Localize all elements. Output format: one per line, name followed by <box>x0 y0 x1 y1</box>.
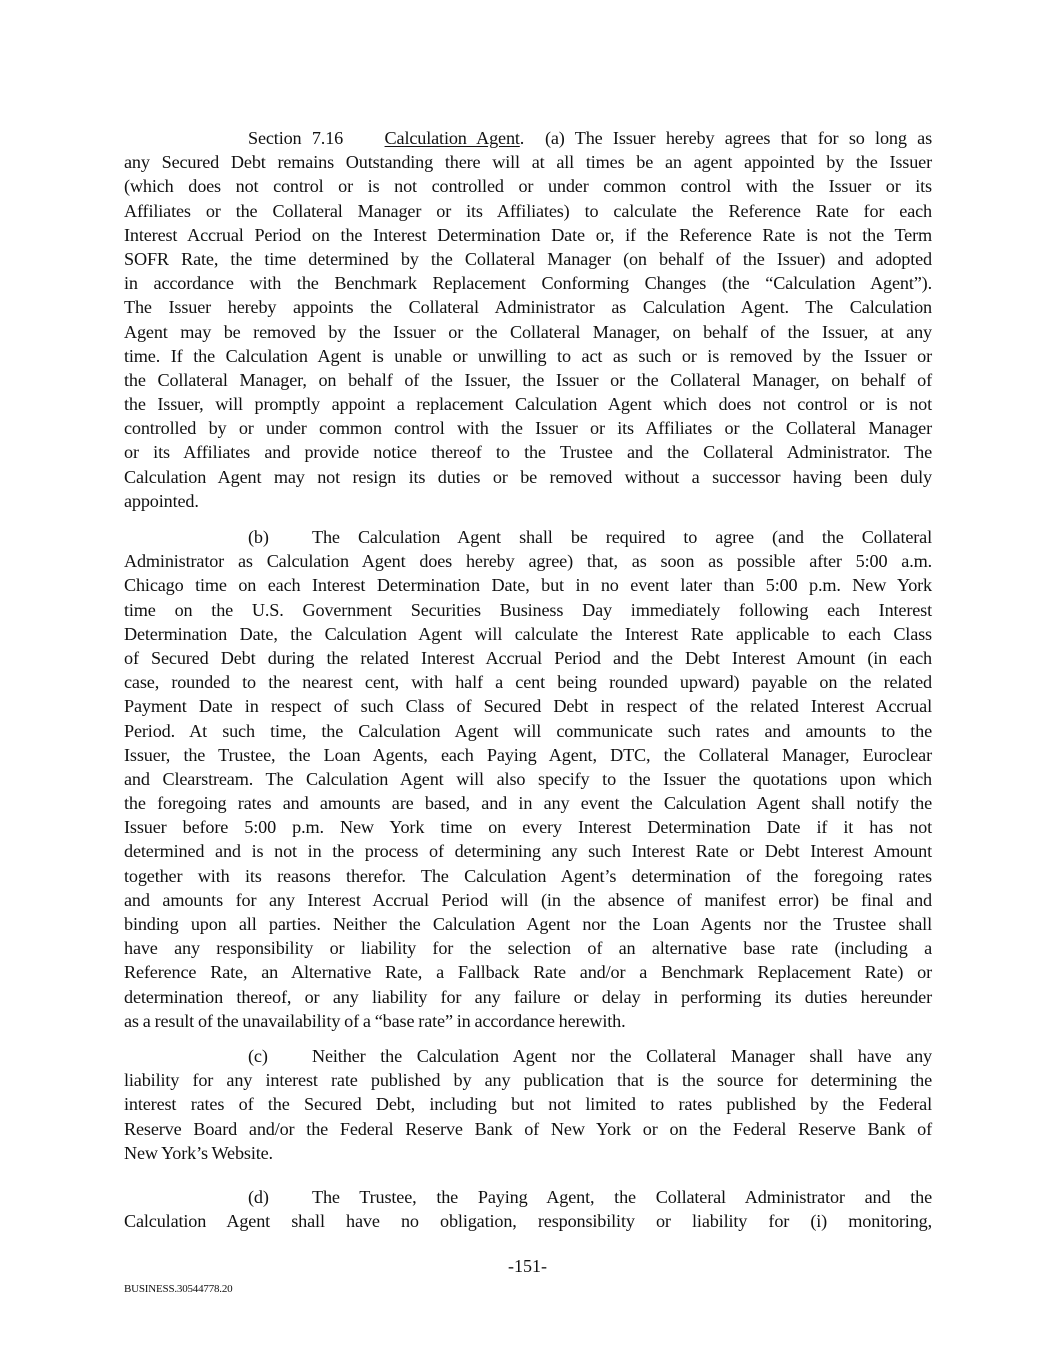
page-number: -151- <box>508 1256 547 1276</box>
paragraph-label: (a) <box>544 128 565 148</box>
paragraph-b-line: Determination Date, the Calculation Agent will calculate the Interest Rate applicable to each Class <box>124 623 932 644</box>
paragraph-a-line: The Issuer hereby appoints the Collateral Administrator as Calculation Agent. The Calculation <box>124 297 932 318</box>
paragraph-a-line: Interest Accrual Period on the Interest Determination Date or, if the Reference Rate is not the Term <box>124 224 932 245</box>
paragraph-b <box>124 525 932 1033</box>
paragraph-a-line: Agent may be removed by the Issuer or the Collateral Manager, on behalf of the Issuer, at any <box>124 321 932 342</box>
paragraph-d <box>124 1185 932 1233</box>
paragraph-c-line: liability for any interest rate published by any publication that is the source for determining the <box>124 1070 932 1091</box>
paragraph-b-line: determined and is not in the process of determining any such Interest Rate or Debt Interest Amount <box>124 841 932 862</box>
section-number: Section 7.16 <box>248 128 344 148</box>
paragraph-b-line: Administrator as Calculation Agent does hereby agree) that, as soon as possible after 5:00 a.m. <box>124 551 932 572</box>
paragraph-a-line: the Collateral Manager, on behalf of the Issuer, the Issuer or the Collateral Manager, on behalf of <box>124 369 932 390</box>
paragraph-b-line: and Clearstream. The Calculation Agent will also specify to the Issuer the quotations upon which <box>124 768 932 789</box>
paragraph-b-line: Period. At such time, the Calculation Agent will communicate such rates and amounts to the <box>124 720 932 741</box>
paragraph-a-line: any Secured Debt remains Outstanding there will at all times be an agent appointed by the Issuer <box>124 152 932 173</box>
paragraph-a-line: Affiliates or the Collateral Manager or its Affiliates) to calculate the Reference Rate for each <box>124 200 932 221</box>
section-title: Calculation Agent <box>384 128 520 148</box>
paragraph-c-line-1: (c) Neither the Calculation Agent nor the Collateral Manager shall have any <box>124 1044 932 1068</box>
paragraph-label: (c) <box>248 1046 268 1066</box>
paragraph-d-line-1: (d) The Trustee, the Paying Agent, the Collateral Administrator and the <box>124 1185 932 1209</box>
paragraph-b-line: Chicago time on each Interest Determination Date, but in no event later than 5:00 p.m. New York <box>124 575 932 596</box>
paragraph-c-line: Reserve Board and/or the Federal Reserve Bank of New York or on the Federal Reserve Bank of <box>124 1118 932 1139</box>
paragraph-b-line: Reference Rate, an Alternative Rate, a Fallback Rate and/or a Benchmark Replacement Rate) or <box>124 962 932 983</box>
paragraph-label: (b) <box>248 527 269 547</box>
paragraph-a-line: appointed. <box>124 490 199 511</box>
paragraph-b-line-1: (b) The Calculation Agent shall be required to agree (and the Collateral <box>124 525 932 549</box>
paragraph-b-line: binding upon all parties. Neither the Calculation Agent nor the Loan Agents nor the Trustee shall <box>124 914 932 934</box>
paragraph-b-line: time on the U.S. Government Securities Business Day immediately following each Interest <box>124 599 932 620</box>
paragraph-b-line: Issuer before 5:00 p.m. New York time on every Interest Determination Date if it has not <box>124 817 932 838</box>
paragraph-b-line: Issuer, the Trustee, the Loan Agents, each Paying Agent, DTC, the Collateral Manager, Euroclear <box>124 744 932 765</box>
paragraph-a-line: time. If the Calculation Agent is unable or unwilling to act as such or is removed by the Issuer or <box>124 345 932 366</box>
paragraph-b-line: of Secured Debt during the related Interest Accrual Period and the Debt Interest Amount (in each <box>124 647 932 668</box>
paragraph-a-line: (which does not control or is not controlled or under common control with the Issuer or its <box>124 176 932 197</box>
paragraph-a-line: controlled by or under common control with the Issuer or its Affiliates or the Collateral Manager <box>124 418 932 439</box>
paragraph-a-line: SOFR Rate, the time determined by the Collateral Manager (on behalf of the Issuer) and adopted <box>124 248 932 269</box>
paragraph-b-line: Payment Date in respect of such Class of Secured Debt in respect of the related Interest Accrual <box>124 696 932 717</box>
paragraph-b-line: and amounts for any Interest Accrual Period will (in the absence of manifest error) be final and <box>124 889 932 910</box>
paragraph-b-line: as a result of the unavailability of a “base rate” in accordance herewith. <box>124 1010 626 1031</box>
paragraph-d-line: Calculation Agent shall have no obligation, responsibility or liability for (i) monitoring, <box>124 1211 932 1232</box>
document-id: BUSINESS.30544778.20 <box>124 1283 233 1295</box>
paragraph-b-line: together with its reasons therefor. The Calculation Agent’s determination of the foregoing rates <box>124 865 932 886</box>
paragraph-b-line: have any responsibility or liability for the selection of an alternative base rate (including a <box>124 938 932 959</box>
paragraph-a-line-1: Section 7.16 Calculation Agent. (a) The Issuer hereby agrees that for so long as <box>248 128 932 148</box>
paragraph-c <box>124 1044 932 1165</box>
paragraph-a-line: the Issuer, will promptly appoint a replacement Calculation Agent which does not control or is not <box>124 394 932 415</box>
paragraph-a-line: Calculation Agent may not resign its duties or be removed without a successor having been duly <box>124 466 932 487</box>
paragraph-a-line: or its Affiliates and provide notice thereof to the Trustee and the Collateral Administrator. The <box>124 442 932 463</box>
paragraph-a <box>124 126 932 513</box>
paragraph-label: (d) <box>248 1187 269 1207</box>
paragraph-c-line: interest rates of the Secured Debt, including but not limited to rates published by the Federal <box>124 1094 932 1115</box>
paragraph-a-line: in accordance with the Benchmark Replacement Conforming Changes (the “Calculation Agent”). <box>124 273 932 294</box>
paragraph-b-line: the foregoing rates and amounts are based, and in any event the Calculation Agent shall notify the <box>124 793 932 814</box>
paragraph-b-line: determination thereof, or any liability for any failure or delay in performing its duties hereunder <box>124 986 932 1007</box>
paragraph-c-line: New York’s Website. <box>124 1142 273 1163</box>
paragraph-b-line: case, rounded to the nearest cent, with half a cent being rounded upward) payable on the related <box>124 672 932 693</box>
